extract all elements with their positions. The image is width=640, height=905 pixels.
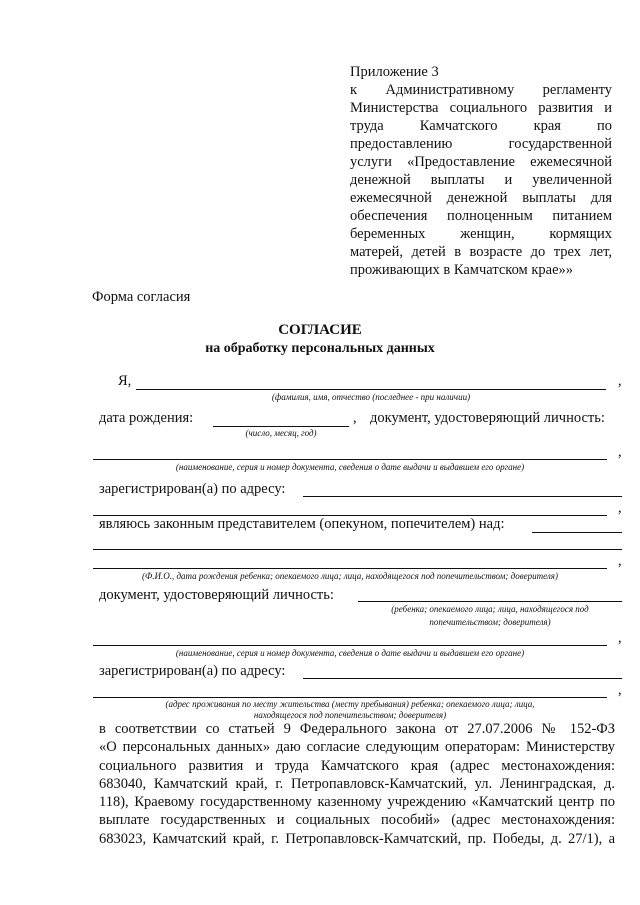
appendix-line: ежемесячной денежной выплаты для xyxy=(350,190,612,206)
child-address-field-line-2[interactable] xyxy=(93,697,607,698)
comma: , xyxy=(618,630,622,646)
i-label: Я, xyxy=(118,373,132,389)
appendix-line: услуги «Предоставление ежемесячной xyxy=(350,154,612,170)
document-subtitle: на обработку персональных данных xyxy=(205,341,435,356)
comma: , xyxy=(618,682,622,698)
dob-field-line[interactable] xyxy=(213,426,349,427)
document-title: СОГЛАСИЕ xyxy=(278,322,362,338)
form-label: Форма согласия xyxy=(92,289,191,305)
appendix-line: матерей, детей в возрасте до трех лет, xyxy=(350,244,612,260)
appendix-line: Министерства социального развития и xyxy=(350,100,612,116)
child-doc-label: документ, удостоверяющий личность: xyxy=(99,587,334,603)
ward-field-line-2[interactable] xyxy=(93,549,622,550)
comma: , xyxy=(618,444,622,460)
comma: , xyxy=(618,553,622,569)
dob-comma: , xyxy=(353,410,357,426)
address-caption-2: находящегося под попечительством; доверителя) xyxy=(253,710,447,720)
doc-caption: (наименование, серия и номер документа, сведения о дате выдачи и выдавшем его органе) xyxy=(175,462,525,472)
appendix-line: беременных женщин, кормящих xyxy=(350,226,612,242)
appendix-line: обеспечения полноценным питанием xyxy=(350,208,612,224)
consent-body xyxy=(99,720,615,848)
appendix-line: к Административному регламенту xyxy=(350,82,612,98)
doc-caption-2: (наименование, серия и номер документа, сведения о дате выдачи и выдавшем его органе) xyxy=(175,648,525,658)
dob-label: дата рождения: xyxy=(99,410,194,426)
body-line: «О персональных данных» даю согласие следующим операторам: Министерству xyxy=(99,739,615,756)
child-doc-caption-1: (ребенка; опекаемого лица; лица, находящегося под xyxy=(391,604,589,614)
appendix-line: денежной выплаты и увеличенной xyxy=(350,172,612,188)
address-caption-1: (адрес проживания по месту жительства (месту пребывания) ребенка; опекаемого лица; лица, xyxy=(165,699,535,709)
registered-label: зарегистрирован(а) по адресу: xyxy=(99,481,286,497)
ward-field-line[interactable] xyxy=(532,532,622,533)
body-line: в соответствии со статьей 9 Федерального закона от 27.07.2006 № 152-ФЗ xyxy=(99,721,615,737)
address-field-line[interactable] xyxy=(303,496,622,497)
registered-label-2: зарегистрирован(а) по адресу: xyxy=(99,663,286,679)
appendix-line: предоставлению государственной xyxy=(350,136,612,152)
body-line: 683040, Камчатский край, г. Петропавловск-Камчатский, ул. Ленинградская, д. xyxy=(99,775,615,792)
appendix-line: проживающих в Камчатском крае»» xyxy=(350,262,574,278)
child-caption: (Ф.И.О., дата рождения ребенка; опекаемого лица; лица, находящегося под попечительством; доверителя) xyxy=(142,571,558,581)
appendix-block xyxy=(350,63,612,279)
name-caption: (фамилия, имя, отчество (последнее - при наличии) xyxy=(271,392,471,402)
body-line: 683023, Камчатский край, г. Петропавловск-Камчатский, пр. Победы, д. 27/1), а xyxy=(99,830,615,847)
appendix-line: Приложение 3 xyxy=(350,64,439,80)
ward-field-line-3[interactable] xyxy=(93,568,607,569)
comma: , xyxy=(618,500,622,516)
body-line: 118), Краевому государственному казенному учреждению «Камчатский центр по xyxy=(99,794,615,811)
appendix-line: труда Камчатского края по xyxy=(350,118,612,134)
child-doc-field-line[interactable] xyxy=(358,601,622,602)
child-doc-caption-2: попечительством; доверителя) xyxy=(429,617,551,627)
child-doc-field-line-2[interactable] xyxy=(93,645,607,646)
doc-field-line[interactable] xyxy=(93,459,607,460)
body-line: выплате государственных и социальных пособий» (адрес местонахождения: xyxy=(99,812,615,829)
child-address-field-line[interactable] xyxy=(303,678,622,679)
name-field-line[interactable] xyxy=(136,389,606,390)
representative-label: являюсь законным представителем (опекуном, попечителем) над: xyxy=(99,516,505,532)
id-doc-label: документ, удостоверяющий личность: xyxy=(370,410,605,426)
body-line: социального развития и труда Камчатского края (адрес местонахождения: xyxy=(99,757,615,774)
dob-caption: (число, месяц, год) xyxy=(245,428,317,438)
comma: , xyxy=(618,373,622,389)
